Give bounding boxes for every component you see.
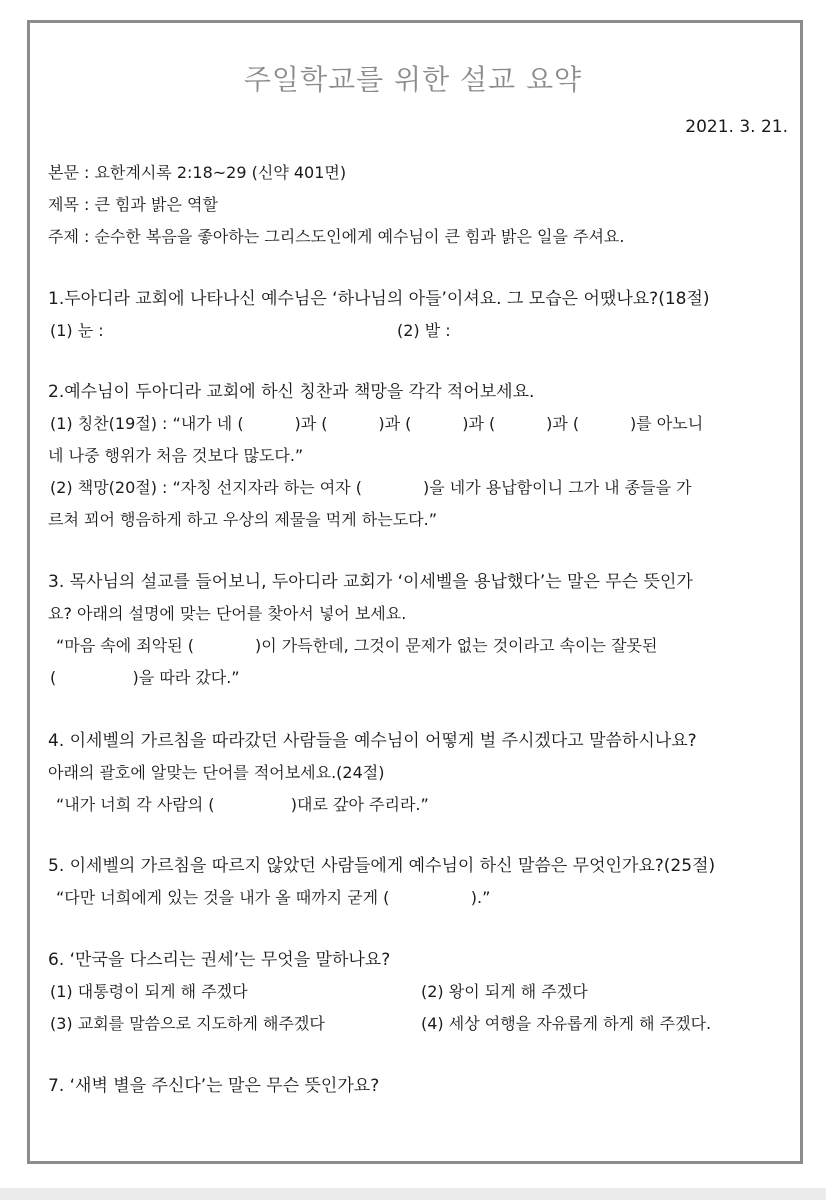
question-5: 5. 이세벨의 가르침을 따르지 않았던 사람들에게 예수님이 하신 말씀은 무엇인가요?(25절)	[48, 856, 716, 876]
subject-line: 제목 : 큰 힘과 밝은 역할	[48, 195, 218, 214]
q5-fill-line: “다만 너희에게 있는 것을 내가 올 때까지 굳게 ( ).”	[56, 888, 491, 907]
q1-answer-eyes: (1) 눈 :	[50, 321, 104, 340]
question-4: 4. 이세벨의 가르침을 따라갔던 사람들을 예수님이 어떻게 벌 주시겠다고 말씀하시나요?	[48, 731, 697, 751]
q1-answer-feet: (2) 발 :	[397, 321, 451, 340]
theme-line: 주제 : 순수한 복음을 좋아하는 그리스도인에게 예수님이 큰 힘과 밝은 일을 주셔요.	[48, 227, 625, 246]
q3-fill-line-2: ( )을 따라 갔다.”	[50, 668, 240, 687]
question-2: 2.예수님이 두아디라 교회에 하신 칭찬과 책망을 각각 적어보세요.	[48, 382, 535, 402]
question-7: 7. ‘새벽 별을 주신다’는 말은 무슨 뜻인가요?	[48, 1076, 380, 1096]
q6-option-2: (2) 왕이 되게 해 주겠다	[421, 982, 588, 1001]
q6-option-3: (3) 교회를 말씀으로 지도하게 해주겠다	[50, 1014, 325, 1033]
q2-rebuke-line-2: 르쳐 꾀어 행음하게 하고 우상의 제물을 먹게 하는도다.”	[48, 510, 438, 529]
q2-praise-line: (1) 칭찬(19절) : “내가 네 ( )과 ( )과 ( )과 ( )과 ( )를 아노니	[50, 414, 704, 433]
q2-praise-line-2: 네 나중 행위가 처음 것보다 많도다.”	[48, 446, 304, 465]
q2-rebuke-line: (2) 책망(20절) : “자칭 선지자라 하는 여자 ( )을 네가 용납함이니 그가 내 종들을 가	[50, 478, 692, 497]
question-1: 1.두아디라 교회에 나타나신 예수님은 ‘하나님의 아들’이셔요. 그 모습은 어땠나요?(18절)	[48, 289, 710, 309]
page-title: 주일학교를 위한 설교 요약	[243, 63, 583, 96]
date: 2021. 3. 21.	[685, 117, 788, 137]
question-3-line-2: 요? 아래의 설명에 맞는 단어를 찾아서 넣어 보세요.	[48, 604, 407, 623]
q6-option-1: (1) 대통령이 되게 해 주겠다	[50, 982, 248, 1001]
passage-line: 본문 : 요한계시록 2:18~29 (신약 401면)	[48, 163, 347, 182]
question-6: 6. ‘만국을 다스리는 권세’는 무엇을 말하나요?	[48, 950, 391, 970]
q3-fill-line: “마음 속에 죄악된 ( )이 가득한데, 그것이 문제가 없는 것이라고 속이는 잘못된	[56, 636, 658, 655]
question-3: 3. 목사님의 설교를 들어보니, 두아디라 교회가 ‘이세벨을 용납했다’는 말은 무슨 뜻인가	[48, 572, 693, 592]
q6-option-4: (4) 세상 여행을 자유롭게 하게 해 주겠다.	[421, 1014, 712, 1033]
bottom-band	[0, 1188, 826, 1200]
q4-fill-line: “내가 너희 각 사람의 ( )대로 갚아 주리라.”	[56, 795, 429, 814]
question-4-line-2: 아래의 괄호에 알맞는 단어를 적어보세요.(24절)	[48, 763, 385, 782]
